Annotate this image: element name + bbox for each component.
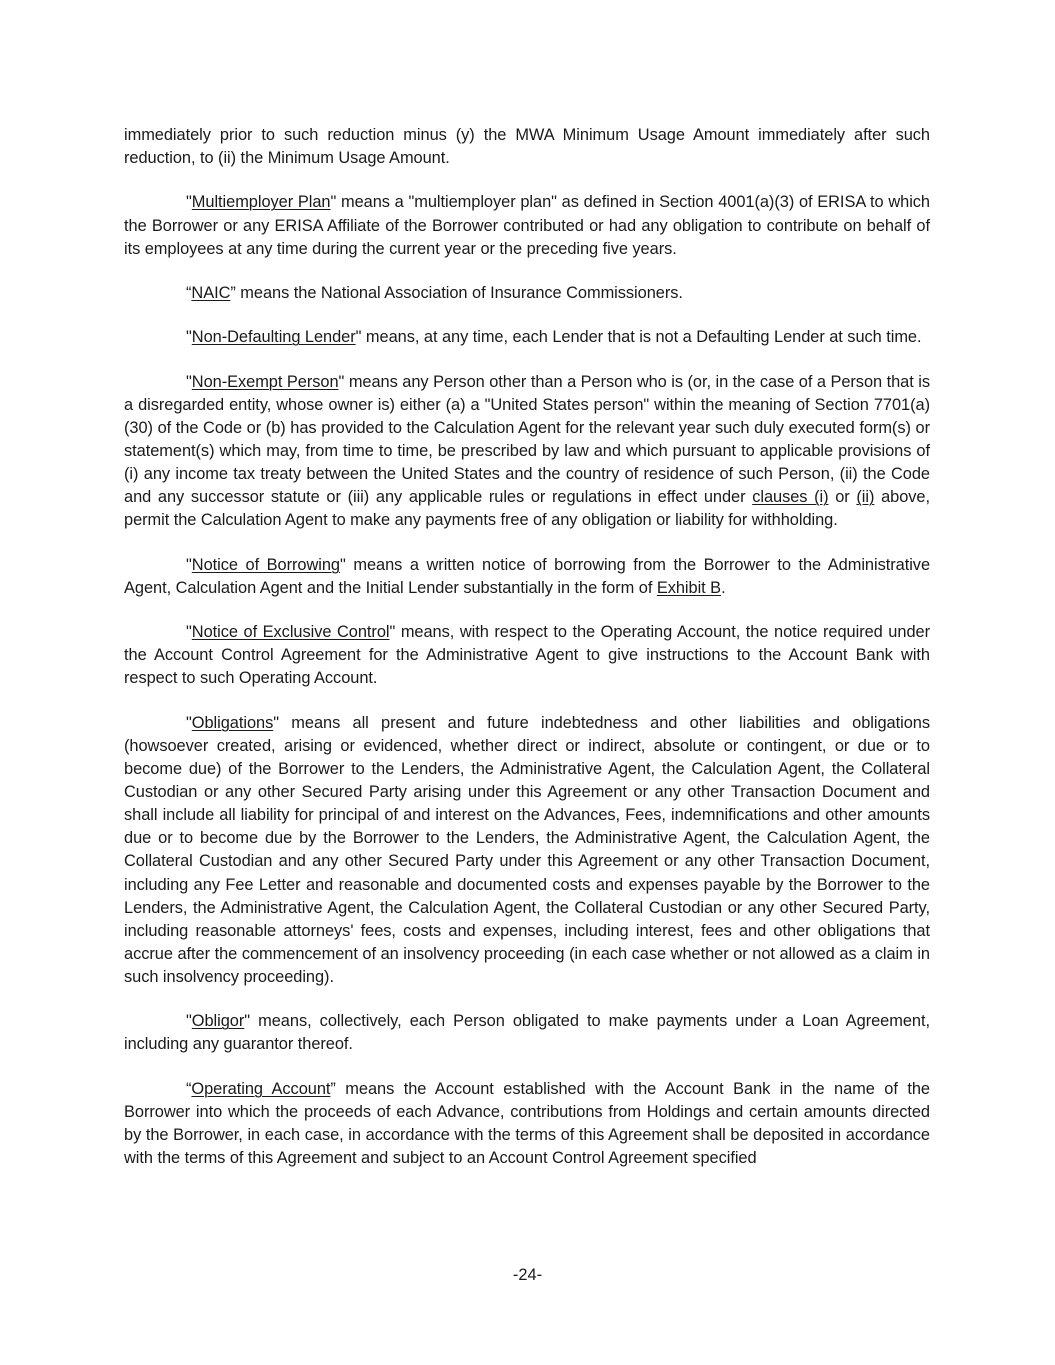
- paragraph-text: " means any Person other than a Person who is (or, in the case of a Person that is a disregarded entity, whose owner is) either (a) a "United States person" within the meaning of Section 7701(a)(30) of the Code or (b) has provided to the Calculation Agent for the relevant year such duly executed form(s) or statement(s) which may, from time to time, be prescribed by law and which pursuant to applicable provisions of (i) any income tax treaty between the United States and the country of residence of such Person, (ii) the Code and any successor statute or (iii) any applicable rules or regulations in effect under: [124, 372, 930, 507]
- paragraph-text: ": [186, 372, 192, 391]
- paragraph-text: ": [186, 328, 192, 347]
- defined-term: Obligations: [191, 713, 274, 732]
- page-number: -24-: [512, 1266, 543, 1284]
- paragraph-text: ": [186, 555, 192, 574]
- defined-term: Notice of Borrowing: [191, 555, 341, 574]
- defined-term: NAIC: [191, 284, 231, 303]
- definition-paragraph-notice-of-exclusive-control: [124, 621, 930, 690]
- definition-paragraph-operating-account: [124, 1078, 930, 1170]
- defined-term: clauses (i): [752, 488, 829, 507]
- defined-term: Obligor: [191, 1012, 245, 1031]
- paragraph-text: " means, with respect to the Operating Account, the notice required under the Account Control Agreement for the Administrative Agent to give instructions to the Account Bank with respect to such Operating Account.: [124, 623, 930, 688]
- definition-paragraph-naic: [124, 282, 930, 305]
- paragraph-text: or: [828, 488, 857, 507]
- paragraph-text: immediately prior to such reduction minus (y) the MWA Minimum Usage Amount immediately after such reduction, to (ii) the Minimum Usage Amount.: [124, 126, 930, 168]
- paragraph-text: ": [186, 193, 192, 212]
- defined-term: Non-Defaulting Lender: [191, 328, 356, 347]
- paragraph-text: " means a written notice of borrowing from the Borrower to the Administrative Agent, Calculation Agent and the Initial Lender substantially in the form of: [124, 555, 931, 597]
- definition-paragraph-continuation-minimum-usage: [124, 124, 930, 170]
- paragraph-text: ": [186, 713, 192, 732]
- paragraph-text: “: [186, 284, 192, 303]
- defined-term: (ii): [856, 488, 875, 507]
- definition-paragraph-non-exempt-person: [124, 371, 930, 533]
- paragraph-text: " means, collectively, each Person obligated to make payments under a Loan Agreement, including any guarantor thereof.: [124, 1012, 930, 1054]
- paragraph-text: " means all present and future indebtedness and other liabilities and obligations (howsoever created, arising or evidenced, whether direct or indirect, absolute or contingent, or due or to become due) of the Borrower to the Lenders, the Administrative Agent, the Calculation Agent, the Collateral Custodian or any other Secured Party arising under this Agreement or any other Transaction Document and shall include all liability for principal of and interest on the Advances, Fees, indemnifications and other amounts due or to become due by the Borrower to the Lenders, the Administrative Agent, the Calculation Agent, the Collateral Custodian and any other Secured Party under this Agreement or any other Transaction Document, including any Fee Letter and reasonable and documented costs and expenses payable by the Borrower to the Lenders, the Administrative Agent, the Calculation Agent, the Collateral Custodian or any other Secured Party, including reasonable attorneys' fees, costs and expenses, including interest, fees and other obligations that accrue after the commencement of an insolvency proceeding (in each case whether or not allowed as a claim in such insolvency proceeding).: [124, 713, 930, 986]
- paragraph-text: " means, at any time, each Lender that is not a Defaulting Lender at such time.: [355, 328, 922, 347]
- definition-paragraph-notice-of-borrowing: [124, 554, 930, 600]
- paragraph-text: “: [186, 1079, 192, 1098]
- definition-paragraph-obligor: [124, 1010, 930, 1056]
- definition-paragraph-obligations: [124, 712, 930, 989]
- document-body: [124, 124, 930, 1191]
- definition-paragraph-non-defaulting-lender: [124, 326, 930, 349]
- paragraph-text: " means a "multiemployer plan" as defined in Section 4001(a)(3) of ERISA to which the Borrower or any ERISA Affiliate of the Borrower contributed or had any obligation to contribute on behalf of its employees at any time during the current year or the preceding five years.: [124, 193, 930, 258]
- paragraph-text: ” means the Account established with the Account Bank in the name of the Borrower into which the proceeds of each Advance, contributions from Holdings and certain amounts directed by the Borrower, in each case, in accordance with the terms of this Agreement shall be deposited in accordance with the terms of this Agreement and subject to an Account Control Agreement specified: [124, 1079, 930, 1168]
- paragraph-text: ": [186, 1012, 192, 1031]
- paragraph-text: above, permit the Calculation Agent to make any payments free of any obligation or liability for withholding.: [124, 488, 930, 530]
- paragraph-text: .: [721, 578, 726, 597]
- defined-term: Operating Account: [191, 1079, 331, 1098]
- paragraph-text: ” means the National Association of Insurance Commissioners.: [230, 284, 683, 303]
- defined-term: Non-Exempt Person: [191, 372, 339, 391]
- defined-term: Exhibit B: [656, 578, 722, 597]
- defined-term: Multiemployer Plan: [191, 193, 331, 212]
- definition-paragraph-multiemployer-plan: [124, 191, 930, 260]
- paragraph-text: ": [186, 623, 192, 642]
- defined-term: Notice of Exclusive Control: [191, 623, 390, 642]
